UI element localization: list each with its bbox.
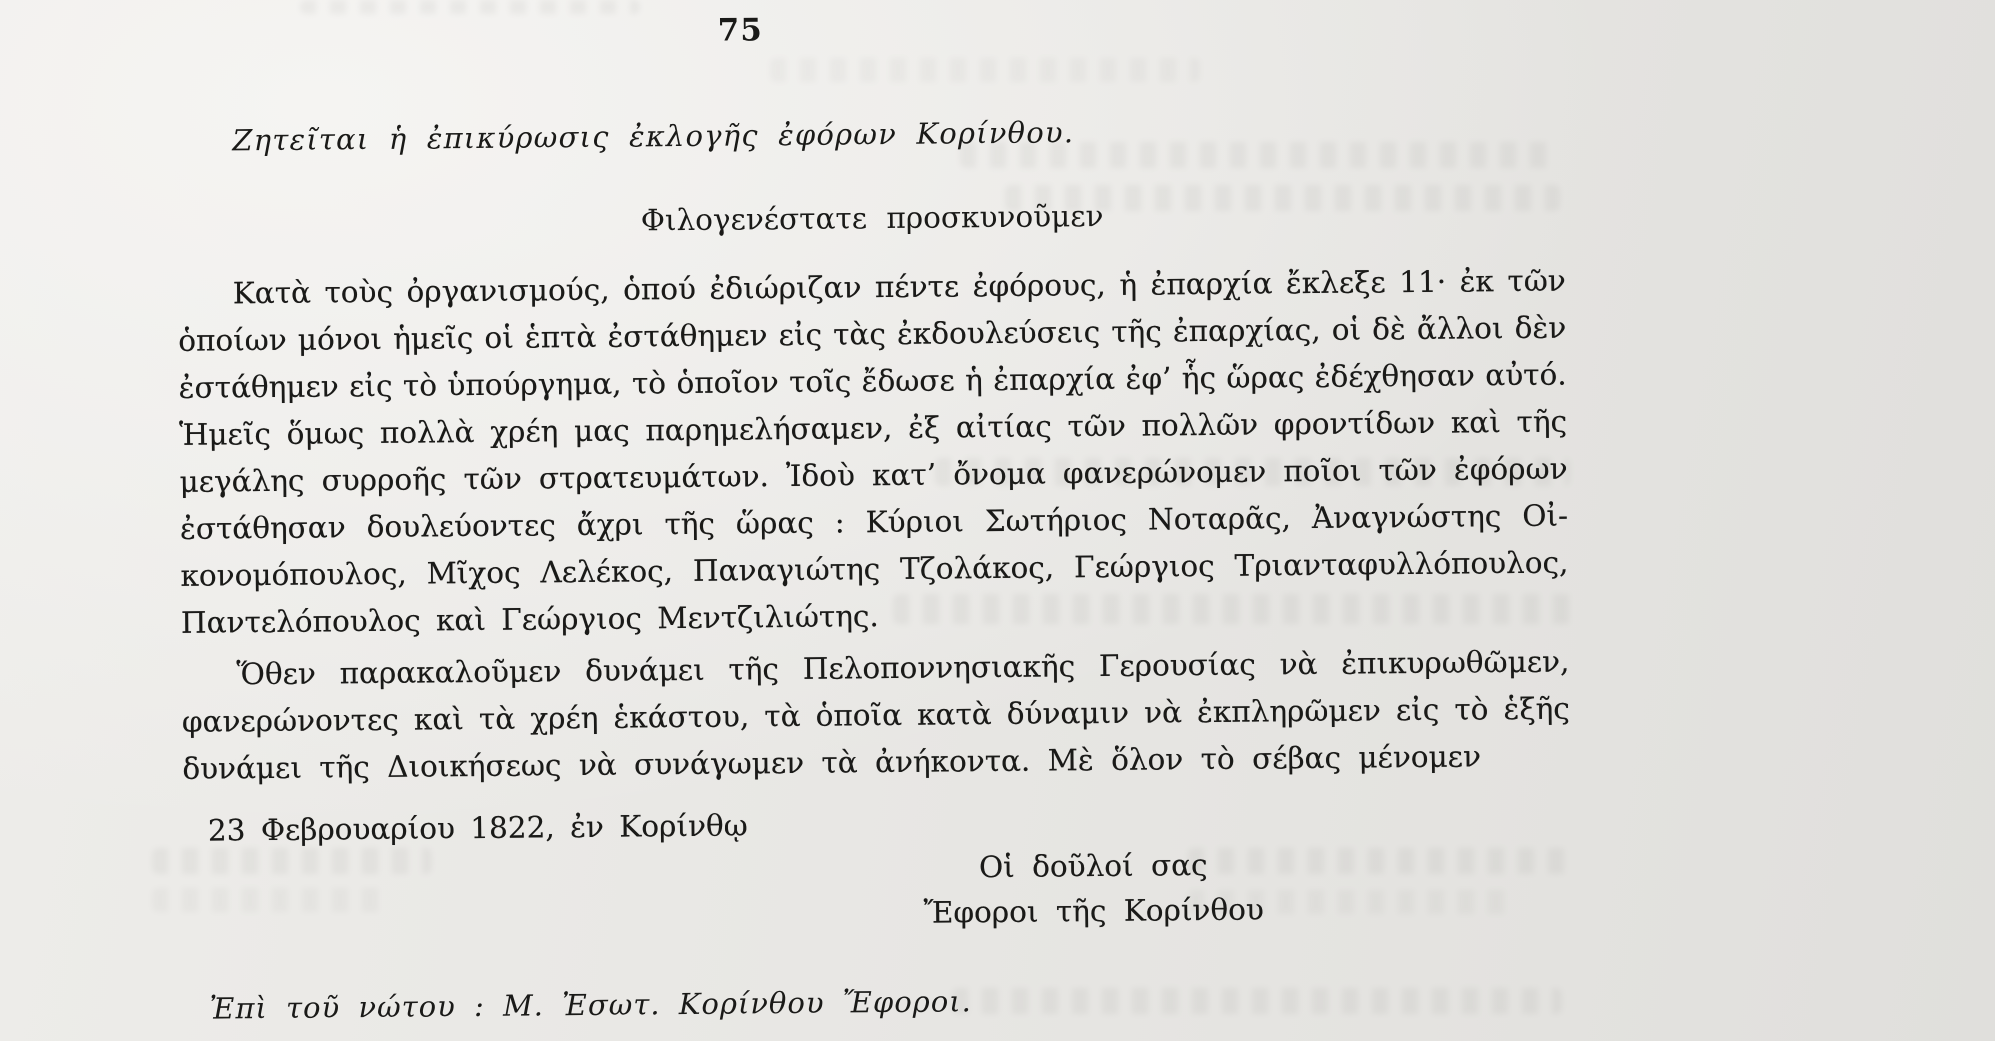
- body-paragraph-2: [181, 639, 1570, 793]
- text-line: ἐστάθημεν εἰς τὸ ὑπούργημα, τὸ ὁποῖον τοῖς ἔδωσε ἡ ἐπαρχία ἐφ’ ἧς ὥρας ἐδέχθησαν αὐτό.: [178, 357, 1567, 405]
- signature-role-servants: Οἱ δοῦλοί σας: [978, 847, 1208, 885]
- text-line: ὁποίων μόνοι ἡμεῖς οἱ ἑπτὰ ἐστάθημεν εἰς τὰς ἐκδουλεύσεις τῆς ἐπαρχίας, οἱ δὲ ἄλλοι δὲν: [178, 310, 1567, 358]
- text-line: Παντελόπουλος καὶ Γεώργιος Μεντζιλιώτης.: [180, 599, 879, 640]
- text-line: δυνάμει τῆς Διοικήσεως νὰ συνάγωμεν τὰ ἀνήκοντα. Μὲ ὅλον τὸ σέβας μένομεν: [182, 739, 1482, 786]
- text-line: φανερώνοντες καὶ τὰ χρέη ἑκάστου, τὰ ὁποῖα κατὰ δύναμιν νὰ ἐκπληρῶμεν εἰς τὸ ἑξῆς: [181, 691, 1570, 739]
- signature-block: [843, 842, 1344, 937]
- signature-role-ephors: Ἔφοροι τῆς Κορίνθου: [923, 892, 1265, 930]
- page-number: 75: [717, 12, 764, 49]
- salutation-line: Φιλογενέστατε προσκυνοῦμεν: [640, 198, 1104, 238]
- text-line: Κατὰ τοὺς ὀργανισμούς, ὁπού ἐδιώριζαν πέντε ἐφόρους, ἡ ἐπαρχία ἔκλεξε 11· ἐκ τῶν: [232, 263, 1566, 311]
- docket-line: Ζητεῖται ἡ ἐπικύρωσις ἐκλογῆς ἐφόρων Κορίνθου.: [232, 115, 1075, 158]
- dateline: 23 Φεβρουαρίου 1822, ἐν Κορίνθῳ: [207, 808, 748, 848]
- body-paragraph-1: [178, 258, 1570, 647]
- text-line: μεγάλης συρροῆς τῶν στρατευμάτων. Ἰδοὺ κατ’ ὄνομα φανερώνομεν ποῖοι τῶν ἐφόρων: [179, 451, 1568, 499]
- text-line: Ἡμεῖς ὅμως πολλὰ χρέη μας παρημελήσαμεν, ἐξ αἰτίας τῶν πολλῶν φροντίδων καὶ τῆς: [178, 404, 1568, 452]
- verso-note: Ἐπὶ τοῦ νώτου : Μ. Ἐσωτ. Κορίνθου Ἔφοροι.: [209, 984, 972, 1026]
- text-line: ἐστάθησαν δουλεύοντες ἄχρι τῆς ὥρας : Κύριοι Σωτήριος Νοταρᾶς, Ἀναγνώστης Οἰ-: [179, 498, 1569, 546]
- text-line: κονομόπουλος, Μῖχος Λελέκος, Παναγιώτης Τζολάκος, Γεώργιος Τριανταφυλλόπουλος,: [180, 545, 1569, 593]
- text-line: Ὅθεν παρακαλοῦμεν δυνάμει τῆς Πελοποννησιακῆς Γερουσίας νὰ ἐπικυρωθῶμεν,: [236, 644, 1570, 692]
